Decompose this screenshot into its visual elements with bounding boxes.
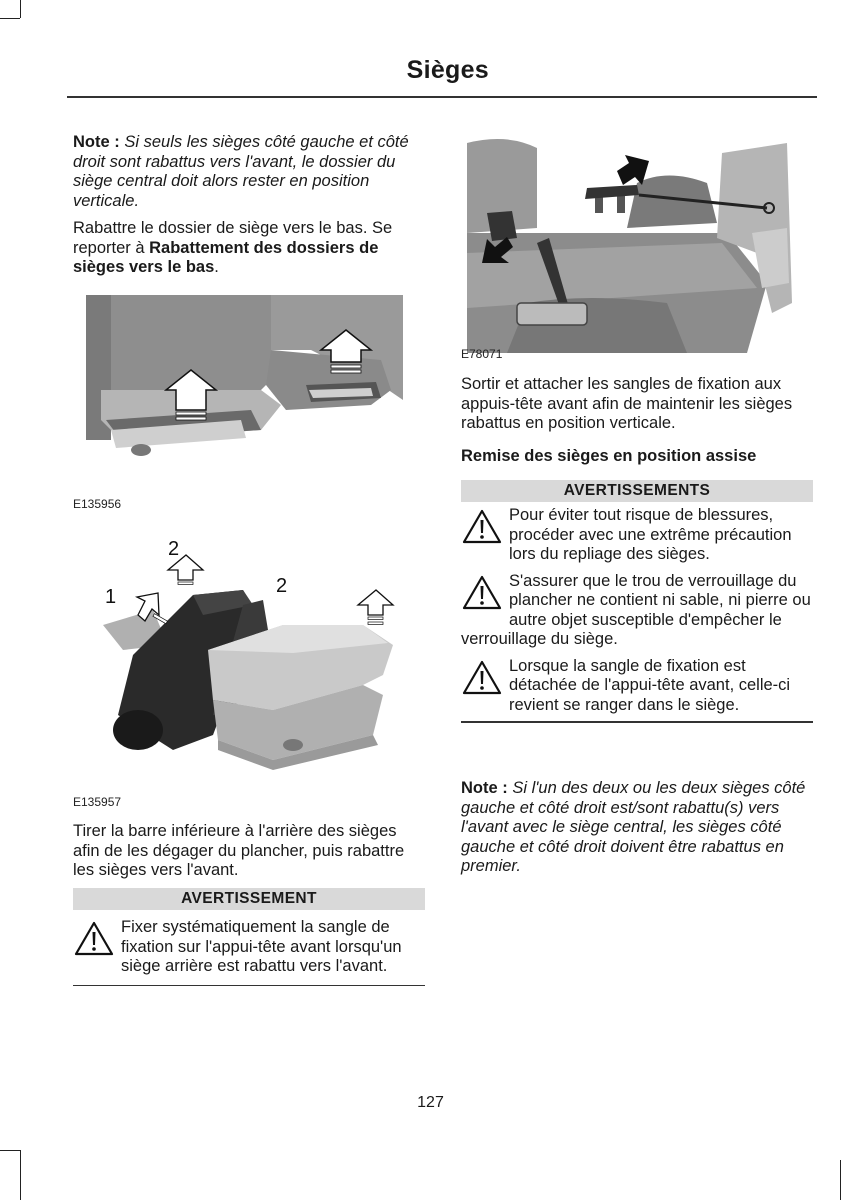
warnings-heading: AVERTISSEMENTS (461, 480, 813, 502)
instruction-text: Rabattre le dossier de siège vers le bas. Se reporter à (73, 219, 393, 257)
warning-divider (73, 985, 425, 987)
page-title: Sièges (406, 56, 489, 84)
note-text: Si l'un des deux ou les deux sièges côté gauche et côté droit est/sont rabattu(s) vers l'avant avec le siège central, les sièges côté gauche et côté droit doivent être rabattus en premier. (461, 779, 806, 875)
warning-triangle-icon (461, 574, 503, 612)
crop-mark-br-v (840, 1160, 841, 1200)
warning-text: S'assurer que le trou de verrouillage du plancher ne contient ni sable, ni pierre ou autre objet susceptible d'empêcher le verrouillage du siège. (461, 571, 811, 648)
warnings-divider (461, 721, 813, 723)
warning-item (461, 657, 813, 716)
cross-reference-link[interactable]: Rabattement des dossiers de sièges vers le bas (73, 238, 379, 276)
section-heading: Remise des sièges en position assise (461, 447, 757, 465)
warnings-box (461, 480, 813, 723)
warning-triangle-icon (461, 659, 503, 697)
warning-triangle-icon (73, 920, 115, 958)
warning-heading: AVERTISSEMENT (73, 888, 425, 910)
figure-code: E135956 (73, 497, 122, 511)
instruction-end: . (214, 258, 219, 276)
figure-seat-base-release (81, 290, 411, 470)
crop-mark-tl-h (0, 18, 20, 19)
callout-2: 2 (276, 575, 288, 597)
instruction-paragraph: Tirer la barre inférieure à l'arrière des sièges afin de les dégager du plancher, puis rabattre les sièges vers l'avant. (73, 822, 405, 879)
page-number: 127 (417, 1094, 444, 1111)
warning-item (461, 506, 813, 565)
note-label: Note : (73, 133, 120, 151)
title-divider (67, 96, 817, 98)
warning-text: Lorsque la sangle de fixation est détachée de l'appui-tête avant, celle-ci revient se ranger dans le siège. (509, 656, 791, 714)
note-text: Si seuls les sièges côté gauche et côté droit sont rabattus vers l'avant, le dossier du siège central doit alors rester en position verticale. (73, 133, 409, 210)
note-paragraph (73, 133, 425, 211)
note-paragraph (461, 779, 813, 877)
callout-1: 1 (105, 586, 117, 608)
figure-seat-folding (93, 535, 423, 775)
crop-mark-bl-v (20, 1150, 21, 1200)
figure-tether-strap (467, 133, 792, 353)
crop-mark-tl-v (20, 0, 21, 18)
crop-mark-bl-h (0, 1150, 20, 1151)
warning-item (461, 572, 813, 650)
instruction-paragraph: Sortir et attacher les sangles de fixation aux appuis-tête avant afin de maintenir les sièges rabattus en position verticale. (461, 375, 793, 432)
warning-box (73, 888, 425, 986)
warning-item (73, 918, 425, 977)
warning-text: Pour éviter tout risque de blessures, procéder avec une extrême précaution lors du repliage des sièges. (509, 506, 792, 563)
warning-text: Fixer systématiquement la sangle de fixation sur l'appui-tête avant lorsqu'un siège arrière est rabattu vers l'avant. (121, 918, 402, 975)
callout-2: 2 (168, 538, 180, 560)
warning-triangle-icon (461, 508, 503, 546)
note-label: Note : (461, 779, 508, 797)
figure-code: E78071 (461, 347, 503, 361)
figure-code: E135957 (73, 795, 122, 809)
instruction-paragraph (73, 219, 425, 278)
